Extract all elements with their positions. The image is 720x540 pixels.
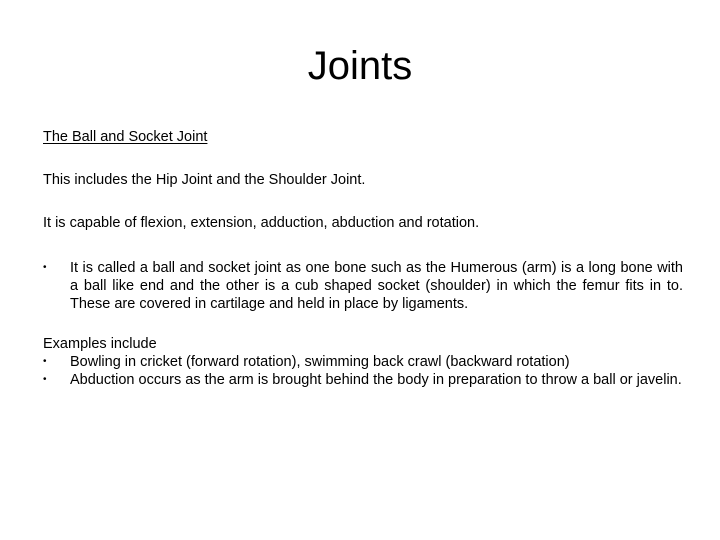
description-bullet: [43, 259, 683, 313]
example-text: Abduction occurs as the arm is brought behind the body in preparation to throw a ball or javelin.: [70, 372, 682, 388]
description-text: It is called a ball and socket joint as one bone such as the Humerous (arm) is a long bone with a ball like end and the other is a cub shaped socket (shoulder) in which the femur fits in to. These are covered in cartilage and held in place by ligaments.: [70, 260, 683, 312]
section-heading: The Ball and Socket Joint: [43, 129, 208, 145]
bullet-icon: •: [43, 356, 47, 367]
example-text: Bowling in cricket (forward rotation), swimming back crawl (backward rotation): [70, 354, 570, 370]
bullet-icon: •: [43, 374, 47, 385]
list-item: [43, 371, 683, 389]
intro-text: This includes the Hip Joint and the Shoulder Joint.: [43, 172, 366, 188]
examples-section: [43, 335, 683, 389]
examples-heading: Examples include: [43, 336, 157, 352]
capability-text: It is capable of flexion, extension, adduction, abduction and rotation.: [43, 215, 480, 231]
slide-title: Joints: [307, 44, 413, 88]
bullet-icon: •: [43, 262, 47, 273]
list-item: [43, 353, 683, 371]
